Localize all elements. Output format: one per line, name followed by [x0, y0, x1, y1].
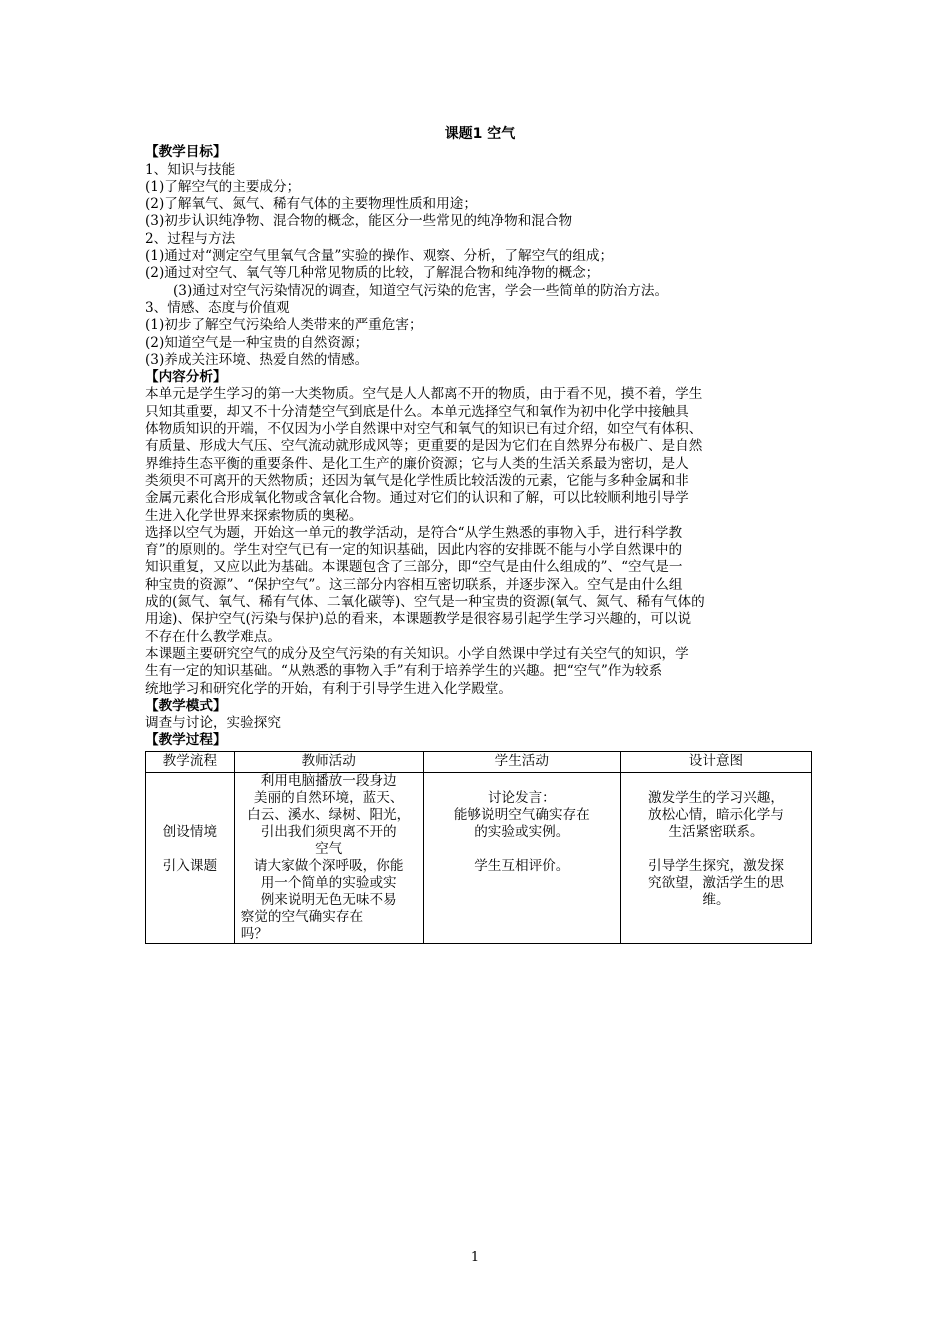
cell-line: 引导学生探究，激发探 — [648, 857, 784, 874]
paragraph-line: 只知其重要，却又不十分清楚空气到底是什么。本单元选择空气和氧作为初中化学中接触具 — [145, 403, 689, 420]
flow-step: 创设情境 — [162, 823, 218, 840]
cell-line: 放松心情，暗示化学与 — [648, 806, 784, 823]
cell-line: 维。 — [702, 891, 730, 908]
goal-item: (1)了解空气的主要成分； — [145, 178, 301, 195]
goal-item: (1)通过对“测定空气里氧气含量”实验的操作、观察、分析，了解空气的组成； — [145, 248, 614, 265]
cell-line: 察觉的空气确实存在 — [240, 908, 364, 925]
goal-item: (2)通过对空气、氧气等几种常见物质的比较，了解混合物和纯净物的概念； — [145, 265, 600, 282]
analysis-paragraph-1 — [145, 386, 815, 524]
goals-section-1: 1、知识与技能 — [145, 161, 236, 178]
paragraph-line: 育”的原则的。学生对空气已有一定的知识基础，因此内容的安排既不能与小学自然课中的 — [145, 542, 683, 559]
goal-item: (3)养成关注环境、热爱自然的情感。 — [145, 351, 369, 368]
mode-heading: 【教学模式】 — [145, 697, 227, 714]
cell-line: 激发学生的学习兴趣， — [648, 789, 784, 806]
lesson-title: 课题1 空气 — [444, 126, 516, 142]
paragraph-line: 有质量、形成大气压、空气流动就形成风等；更重要的是因为它们在自然界分布极广、是自然 — [145, 438, 703, 455]
col-header-student: 学生活动 — [423, 751, 620, 772]
cell-line: 利用电脑播放一段身边 — [260, 772, 397, 789]
paragraph-line: 类须臾不可离开的天然物质；还因为氧气是化学性质比较活泼的元素，它能与多种金属和非 — [145, 472, 689, 489]
paragraph-line: 本课题主要研究空气的成分及空气污染的有关知识。小学自然课中学过有关空气的知识，学 — [145, 645, 689, 662]
mode-text: 调查与讨论，实验探究 — [145, 715, 281, 732]
cell-line: 空气 — [315, 840, 343, 857]
goal-item: (2)了解氧气、氮气、稀有气体的主要物理性质和用途； — [145, 196, 477, 213]
col-header-intent: 设计意图 — [620, 751, 811, 772]
paragraph-line: 成的(氮气、氧气、稀有气体、二氧化碳等)、空气是一种宝贵的资源(氧气、氮气、稀有气体的 — [145, 594, 705, 611]
goal-item: (2)知道空气是一种宝贵的自然资源； — [145, 334, 369, 351]
cell-line: 用一个简单的实验或实 — [260, 874, 397, 891]
cell-line: 白云、溪水、绿树、阳光， — [247, 806, 411, 823]
table-row — [146, 772, 812, 943]
cell-line: 究欲望，激活学生的思 — [648, 874, 784, 891]
cell-line: 请大家做个深呼吸，你能 — [253, 857, 404, 874]
col-header-flow: 教学流程 — [146, 751, 235, 772]
paragraph-line: 本单元是学生学习的第一大类物质。空气是人人都离不开的物质，由于看不见，摸不着，学生 — [145, 386, 703, 403]
cell-line: 学生互相评价。 — [474, 857, 570, 874]
paragraph-line: 生进入化学世界来探索物质的奥秘。 — [145, 507, 363, 524]
document-page — [145, 126, 815, 944]
goal-item: (3)通过对空气污染情况的调查，知道空气污染的危害，学会一些简单的防治方法。 — [173, 282, 669, 299]
flow-step: 引入课题 — [162, 857, 218, 874]
col-header-teacher: 教师活动 — [234, 751, 423, 772]
paragraph-line: 统地学习和研究化学的开始，有利于引导学生进入化学殿堂。 — [145, 680, 513, 697]
cell-line: 例来说明无色无味不易 — [260, 891, 397, 908]
cell-line: 引出我们须臾离不开的 — [260, 823, 397, 840]
process-heading: 【教学过程】 — [145, 732, 227, 749]
cell-line: 生活紧密联系。 — [668, 823, 764, 840]
analysis-heading: 【内容分析】 — [145, 369, 227, 386]
cell-line: 能够说明空气确实存在 — [453, 806, 590, 823]
table-header-row — [146, 751, 812, 772]
paragraph-line: 选择以空气为题，开始这一单元的教学活动，是符合“从学生熟悉的事物入手，进行科学教 — [145, 524, 683, 541]
paragraph-line: 不存在什么教学难点。 — [145, 628, 281, 645]
student-cell — [423, 772, 620, 943]
teacher-cell — [234, 772, 423, 943]
paragraph-line: 界维持生态平衡的重要条件、是化工生产的廉价资源；它与人类的生活关系最为密切，是人 — [145, 455, 689, 472]
paragraph-line: 用途)、保护空气(污染与保护)总的看来，本课题教学是很容易引起学生学习兴趣的，可以说 — [145, 611, 692, 628]
analysis-paragraph-2 — [145, 525, 815, 646]
goals-section-3: 3、情感、态度与价值观 — [145, 299, 290, 316]
process-table — [145, 751, 812, 944]
flow-cell — [146, 772, 235, 943]
cell-line: 的实验或实例。 — [474, 823, 570, 840]
goals-section-2: 2、过程与方法 — [145, 230, 236, 247]
cell-line: 讨论发言： — [487, 789, 556, 806]
goal-item: (3)初步认识纯净物、混合物的概念，能区分一些常见的纯净物和混合物 — [145, 213, 573, 230]
paragraph-line: 知识重复，又应以此为基础。本课题包含了三部分，即“空气是由什么组成的”、“空气是一 — [145, 559, 683, 576]
paragraph-line: 种宝贵的资源”、“保护空气”。这三部分内容相互密切联系，并逐步深入。空气是由什么组 — [145, 576, 683, 593]
intent-cell — [620, 772, 811, 943]
paragraph-line: 生有一定的知识基础。“从熟悉的事物入手”有利于培养学生的兴趣。把“空气”作为较系 — [145, 663, 663, 680]
paragraph-line: 金属元素化合形成氧化物或含氧化合物。通过对它们的认识和了解，可以比较顺利地引导学 — [145, 490, 689, 507]
cell-line: 美丽的自然环境，蓝天、 — [253, 789, 404, 806]
page-number: 1 — [470, 1250, 480, 1265]
paragraph-line: 体物质知识的开端，不仅因为小学自然课中对空气和氧气的知识已有过介绍，如空气有体积、 — [145, 421, 703, 438]
analysis-paragraph-3 — [145, 646, 815, 698]
cell-line: 吗？ — [240, 925, 268, 942]
goals-heading: 【教学目标】 — [145, 144, 227, 161]
goal-item: (1)初步了解空气污染给人类带来的严重危害； — [145, 317, 423, 334]
